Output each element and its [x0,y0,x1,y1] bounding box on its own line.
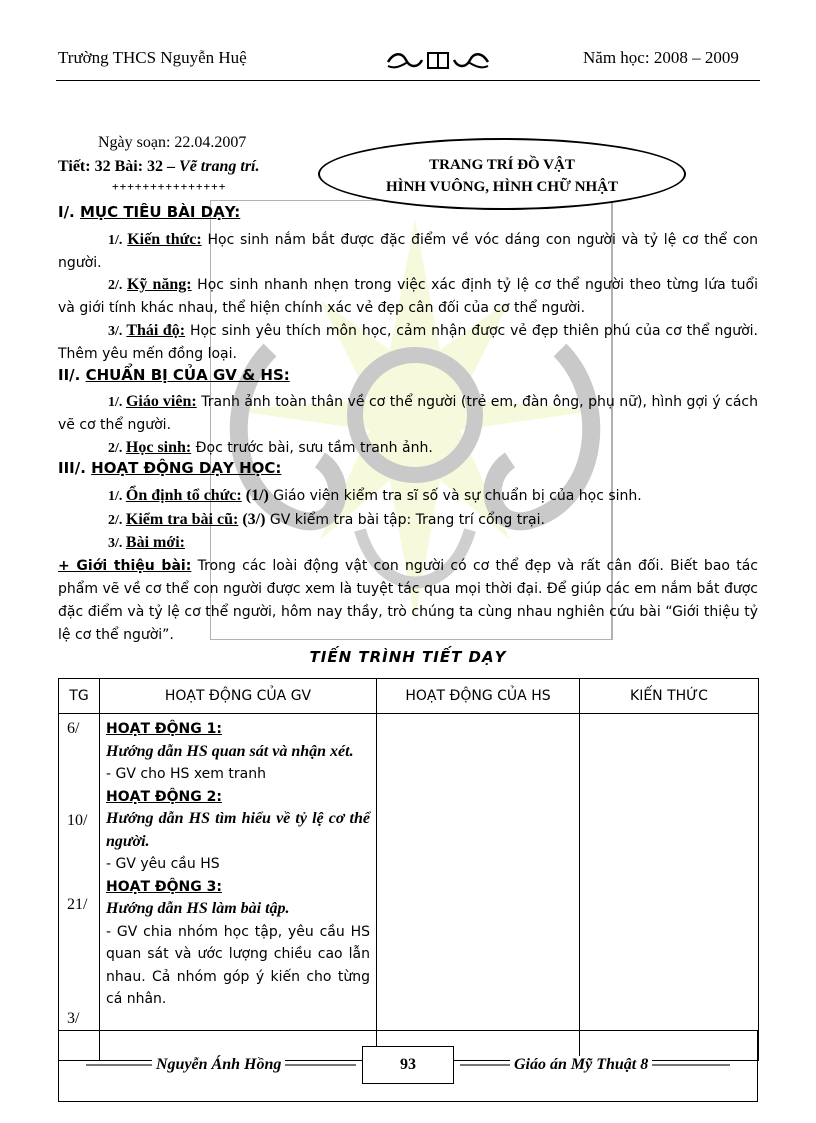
header-divider [56,80,760,81]
objective-attitude: 3/. Thái độ: Học sinh yêu thích môn học, cảm nhận được vẻ đẹp thiên phú của cơ thể người. Thêm yêu mến đồng loại. [58,322,758,362]
title-line-2: HÌNH VUÔNG, HÌNH CHỮ NHẬT [385,179,619,195]
activity-2-title: Hướng dẫn HS tìm hiểu về tỷ lệ cơ thể người. [106,810,370,850]
objective-skill: 2/. Kỹ năng: Học sinh nhanh nhẹn trong việc xác định tỷ lệ cơ thể người theo từng lứa tuổi và giới tính khác nhau, thể hiện chính xác vẻ đẹp cân đối của cơ thể người. [58,276,759,316]
activity-1-text: - GV cho HS xem tranh [106,766,266,782]
objective-knowledge: 1/. Kiến thức: Học sinh nắm bắt được đặc điểm về vóc dáng con người và tỷ lệ cơ thể con người. [58,231,759,271]
time-cell [59,714,100,1061]
time-2: 10/ [67,812,88,829]
header-ornament [386,50,490,77]
section-1-heading: I/. MỤC TIÊU BÀI DẠY: [58,203,241,221]
step-new-lesson: 3/. Bài mới: [108,534,185,551]
activity-3-heading: HOẠT ĐỘNG 3: [106,878,222,895]
prep-teacher: 1/. Giáo viên: Tranh ảnh toàn thân về cơ thể người (trẻ em, đàn ông, phụ nữ), hình gợi ý cách vẽ cơ thể người. [58,393,758,433]
activity-3-text: - GV chia nhóm học tập, yêu cầu HS quan sát và ước lượng chiều cao lẫn nhau. Cả nhóm góp ý kiến cho từng cá nhân. [106,923,370,1007]
star-divider: +++++++++++++++ [112,180,227,193]
lesson-intro: + Giới thiệu bài: Trong các loài động vật con người có cơ thể đẹp và rất cân đối. Biết bao tác phẩm vẽ về cơ thể con người được xem là tuyệt tác qua mọi thời đại. Để giúp các em nắm bắt được đặc điểm và tỷ lệ cơ thể người, hôm nay thầy, trò chúng ta cùng nhau nghiên cứu bài “Giới thiệu tỷ lệ cơ thể người”. [58,558,758,643]
col-header-teacher: HOẠT ĐỘNG CỦA GV [100,679,377,714]
step-stabilize: 1/. Ổn định tổ chức: (1/) Giáo viên kiểm tra sĩ số và sự chuẩn bị của học sinh. [108,487,642,504]
section-3-heading: III/. HOẠT ĐỘNG DẠY HỌC: [58,459,282,477]
step-review: 2/. Kiểm tra bài cũ: (3/) GV kiểm tra bài tập: Trang trí cổng trại. [108,511,545,528]
table-header-row [59,679,759,714]
activity-3-title: Hướng dẫn HS làm bài tập. [106,900,290,917]
prep-date: Ngày soạn: 22.04.2007 [98,134,247,151]
lesson-type: Vẽ trang trí. [179,158,260,175]
knowledge-cell [580,714,759,1061]
page-number: 93 [362,1046,454,1084]
student-activities-cell [377,714,580,1061]
footer-book-title: Giáo án Mỹ Thuật 8 [510,1056,652,1074]
time-1: 6/ [67,720,80,737]
activity-2-heading: HOẠT ĐỘNG 2: [106,788,222,805]
col-header-knowledge: KIẾN THỨC [580,679,759,714]
lesson-plan-table [58,678,759,1061]
footer-author: Nguyễn Ánh Hồng [152,1056,285,1074]
prep-student: 2/. Học sinh: Đọc trước bài, sưu tầm tranh ảnh. [108,439,433,456]
lesson-title-ellipse [318,138,686,210]
title-line-1: TRANG TRÍ ĐỒ VẬT [429,157,575,173]
col-header-time: TG [59,679,100,714]
section-2-heading: II/. CHUẨN BỊ CỦA GV & HS: [58,366,290,384]
lesson-number: Tiết: 32 Bài: 32 – [58,158,180,175]
activity-1-heading: HOẠT ĐỘNG 1: [106,721,222,737]
lesson-info [58,158,260,176]
activity-1-title: Hướng dẫn HS quan sát và nhận xét. [106,742,354,760]
school-year: Năm học: 2008 – 2009 [583,48,739,67]
time-3: 21/ [67,896,88,913]
school-name: Trường THCS Nguyễn Huệ [58,48,247,67]
col-header-student: HOẠT ĐỘNG CỦA HS [377,679,580,714]
progress-title: TIẾN TRÌNH TIẾT DẠY [309,648,507,666]
activity-2-text: - GV yêu cầu HS [106,856,220,872]
teacher-activities-cell [100,714,377,1061]
time-4: 3/ [67,1010,80,1027]
table-row [59,714,759,1061]
